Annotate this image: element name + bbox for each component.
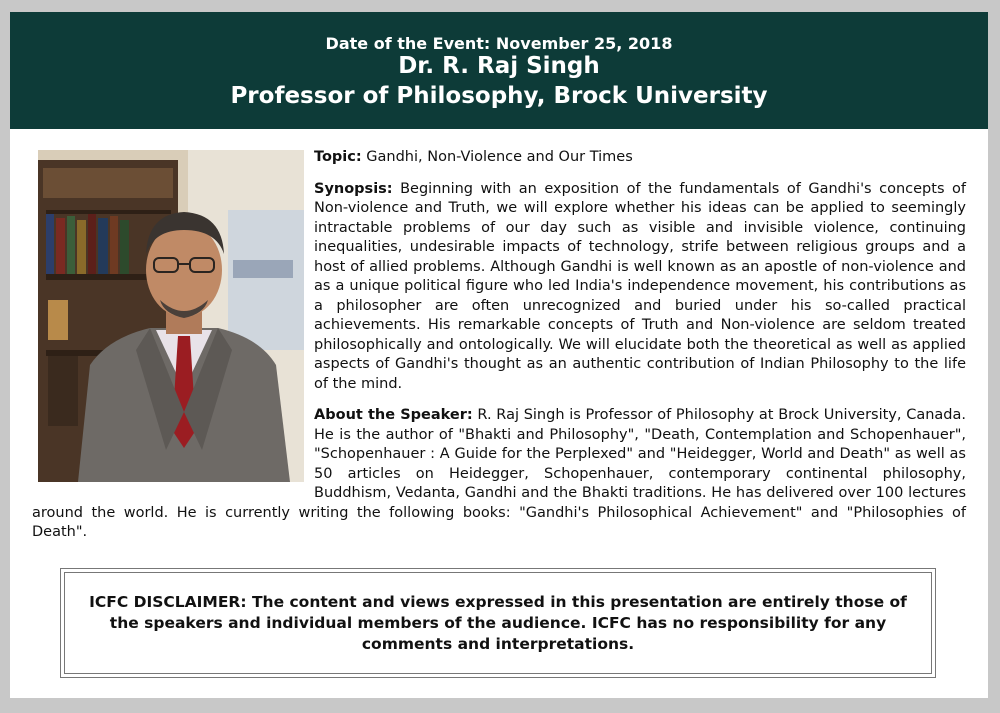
event-description — [32, 148, 966, 555]
synopsis-label: Synopsis: — [314, 180, 393, 197]
about-speaker-label: About the Speaker: — [314, 407, 473, 423]
disclaimer-box — [60, 568, 936, 678]
speaker-name: Dr. R. Raj Singh — [398, 53, 600, 79]
event-flyer — [10, 12, 988, 698]
event-date: Date of the Event: November 25, 2018 — [325, 34, 673, 53]
speaker-photo — [38, 150, 304, 482]
disclaimer-text: ICFC DISCLAIMER: The content and views expressed in this presentation are entirely those of the speakers and individual members of the audience. ICFC has no responsibility for any comments and interpretations. — [89, 592, 907, 653]
synopsis-text: Beginning with an exposition of the fundamentals of Gandhi's concepts of Non-violence and Truth, we will explore whether his ideas can be applied to seemingly intractable problems of our day such as visible and invisible violence, continuing inequalities, undesirable impacts of technology, strife between religious groups and a host of allied problems. Although Gandhi is well known as an apostle of non-violence and as a unique political figure who led India's independence movement, his contributions as a philosopher are often unrecognized and buried under his so-called practical achievements. His remarkable concepts of Truth and Non-violence are seldom treated philosophically and ontologically. We will elucidate both the theoretical as well as applied aspects of Gandhi's thought as an authentic contribution of Indian Philosophy to the life of the mind. — [314, 180, 966, 392]
topic-label: Topic: — [314, 149, 362, 165]
event-header — [10, 12, 988, 129]
speaker-title: Professor of Philosophy, Brock University — [230, 83, 768, 109]
about-speaker-text: R. Raj Singh is Professor of Philosophy at Brock University, Canada. He is the author of "Bhakti and Philosophy", "Death, Contemplation and Schopenhauer", "Schopenhauer : A Guide for the Perplexed" and "Heidegger, World and Death" as well as 50 articles on Heidegger, Schopenhauer, contemporary continental philosophy, Buddhism, Vedanta, Gandhi and the Bhakti traditions. He has delivered over 100 lectures around the world. He is currently writing the following books: "Gandhi's Philosophical Achievement" and "Philosophies of Death". — [32, 407, 966, 540]
topic-text: Gandhi, Non-Violence and Our Times — [361, 149, 633, 165]
